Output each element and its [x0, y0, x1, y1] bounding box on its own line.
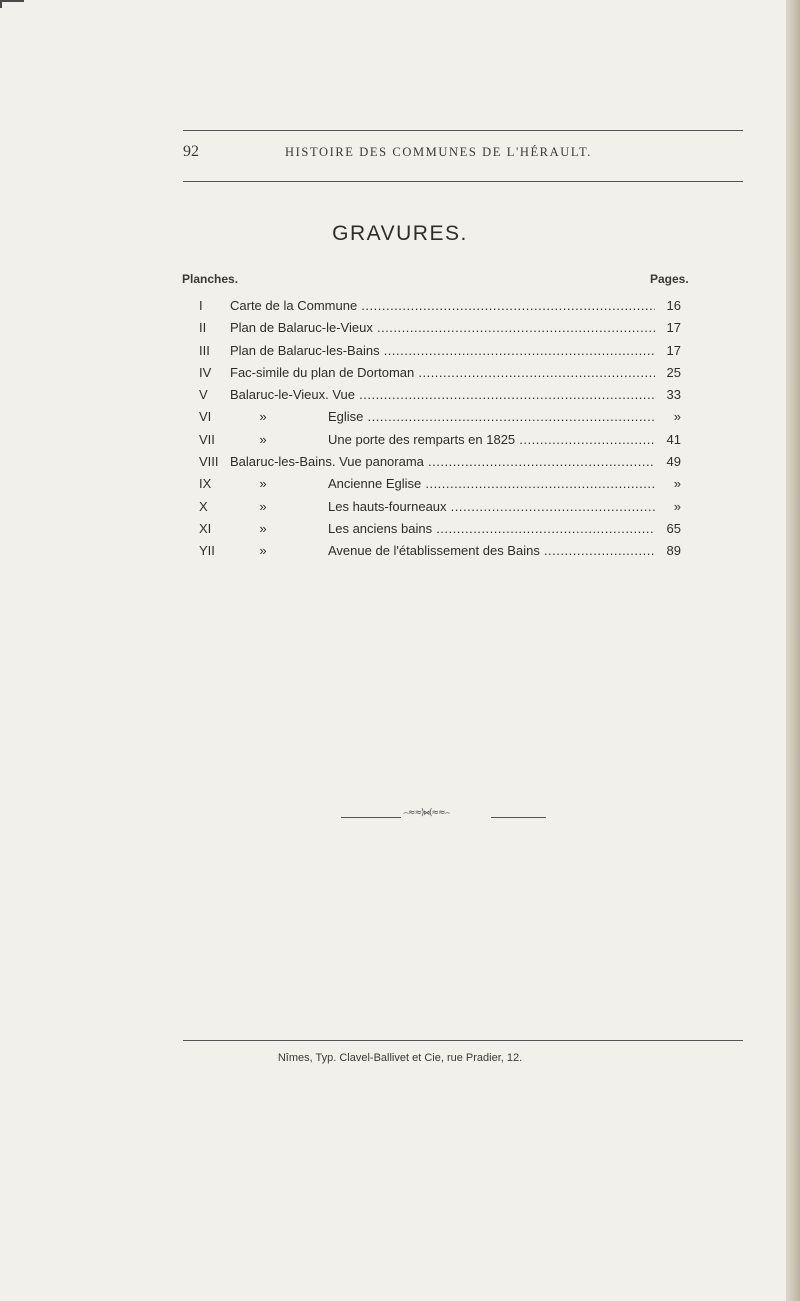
- plate-title: Ancienne Eglise .....: [328, 476, 655, 491]
- corner-mark: [0, 0, 24, 8]
- list-item: [199, 343, 681, 365]
- plate-number: III: [199, 342, 210, 358]
- plate-title: Plan de Balaruc-les-Bains .....: [230, 343, 655, 358]
- page-ref: 17: [666, 342, 681, 358]
- printer-imprint: Nîmes, Typ. Clavel-Ballivet et Cie, rue Pradier, 12.: [277, 1052, 523, 1064]
- list-item: [199, 476, 681, 498]
- list-item: [199, 543, 681, 565]
- plate-number: II: [199, 320, 207, 336]
- plate-number: V: [199, 387, 208, 403]
- plate-title: Avenue de l'établissement des Bains .....: [328, 543, 655, 558]
- list-item: [199, 298, 681, 320]
- plate-title: Une porte des remparts en 1825 .....: [328, 432, 655, 447]
- imprint-rule: [183, 1040, 743, 1041]
- page-ref: »: [673, 409, 681, 425]
- column-head-plates: Planches.: [182, 272, 239, 286]
- page-number: 92: [183, 143, 199, 160]
- ornament-line-right: [491, 817, 546, 818]
- list-item: [199, 521, 681, 543]
- ditto-mark: »: [259, 409, 267, 425]
- page-ref: »: [673, 476, 681, 492]
- plate-number: I: [199, 298, 203, 313]
- ditto-mark: »: [259, 431, 267, 447]
- plate-title: Balaruc-les-Bains. Vue panorama .....: [230, 454, 655, 469]
- plate-title: Eglise .....: [328, 409, 655, 424]
- plate-title: Les hauts-fourneaux .....: [328, 499, 655, 514]
- plate-title: Balaruc-le-Vieux. Vue .....: [230, 387, 655, 402]
- page-ref: 25: [666, 364, 681, 380]
- page-ref: 16: [666, 298, 681, 313]
- header-bottom-rule: [183, 181, 743, 182]
- page-ref: 49: [666, 454, 681, 470]
- page-ref: 41: [666, 431, 681, 447]
- ditto-mark: »: [259, 498, 267, 514]
- page-ref: 33: [666, 387, 681, 403]
- list-item: [199, 365, 681, 387]
- plate-number: VIII: [199, 454, 219, 470]
- ditto-mark: »: [259, 520, 267, 536]
- plate-title: Les anciens bains .....: [328, 521, 655, 536]
- section-title: GRAVURES.: [332, 222, 468, 245]
- plate-number: X: [199, 498, 208, 514]
- list-item: [199, 409, 681, 431]
- plate-title: Plan de Balaruc-le-Vieux .....: [230, 320, 655, 335]
- page-ref: 89: [666, 543, 681, 559]
- running-head: HISTOIRE DES COMMUNES DE L'HÉRAULT.: [285, 145, 592, 159]
- plate-title: Carte de la Commune .....: [230, 298, 655, 313]
- plate-title: Fac-simile du plan de Dortoman .....: [230, 365, 655, 380]
- list-item: [199, 454, 681, 476]
- column-head-pages: Pages.: [650, 272, 689, 286]
- plate-number: IV: [199, 364, 212, 380]
- plate-number: IX: [199, 476, 212, 492]
- list-item: [199, 387, 681, 409]
- plate-number: VII: [199, 431, 215, 447]
- page-ref: 17: [666, 320, 681, 336]
- ornament-flourish: ⌢≈≈⟩⋈⟨≈≈⌢: [403, 808, 450, 818]
- list-item: [199, 320, 681, 342]
- page-edge: [786, 0, 800, 1301]
- plates-list: [199, 298, 681, 566]
- ditto-mark: »: [259, 543, 267, 559]
- plate-number: XI: [199, 520, 212, 536]
- page-ref: 65: [666, 520, 681, 536]
- list-item: [199, 432, 681, 454]
- plate-number: YII: [199, 543, 215, 559]
- list-item: [199, 499, 681, 521]
- page-ref: »: [673, 498, 681, 514]
- header-top-rule: [183, 130, 743, 131]
- page-header: [183, 143, 743, 165]
- ditto-mark: »: [259, 476, 267, 492]
- plate-number: VI: [199, 409, 212, 425]
- section-ornament: [341, 808, 546, 822]
- ornament-line-left: [341, 817, 401, 818]
